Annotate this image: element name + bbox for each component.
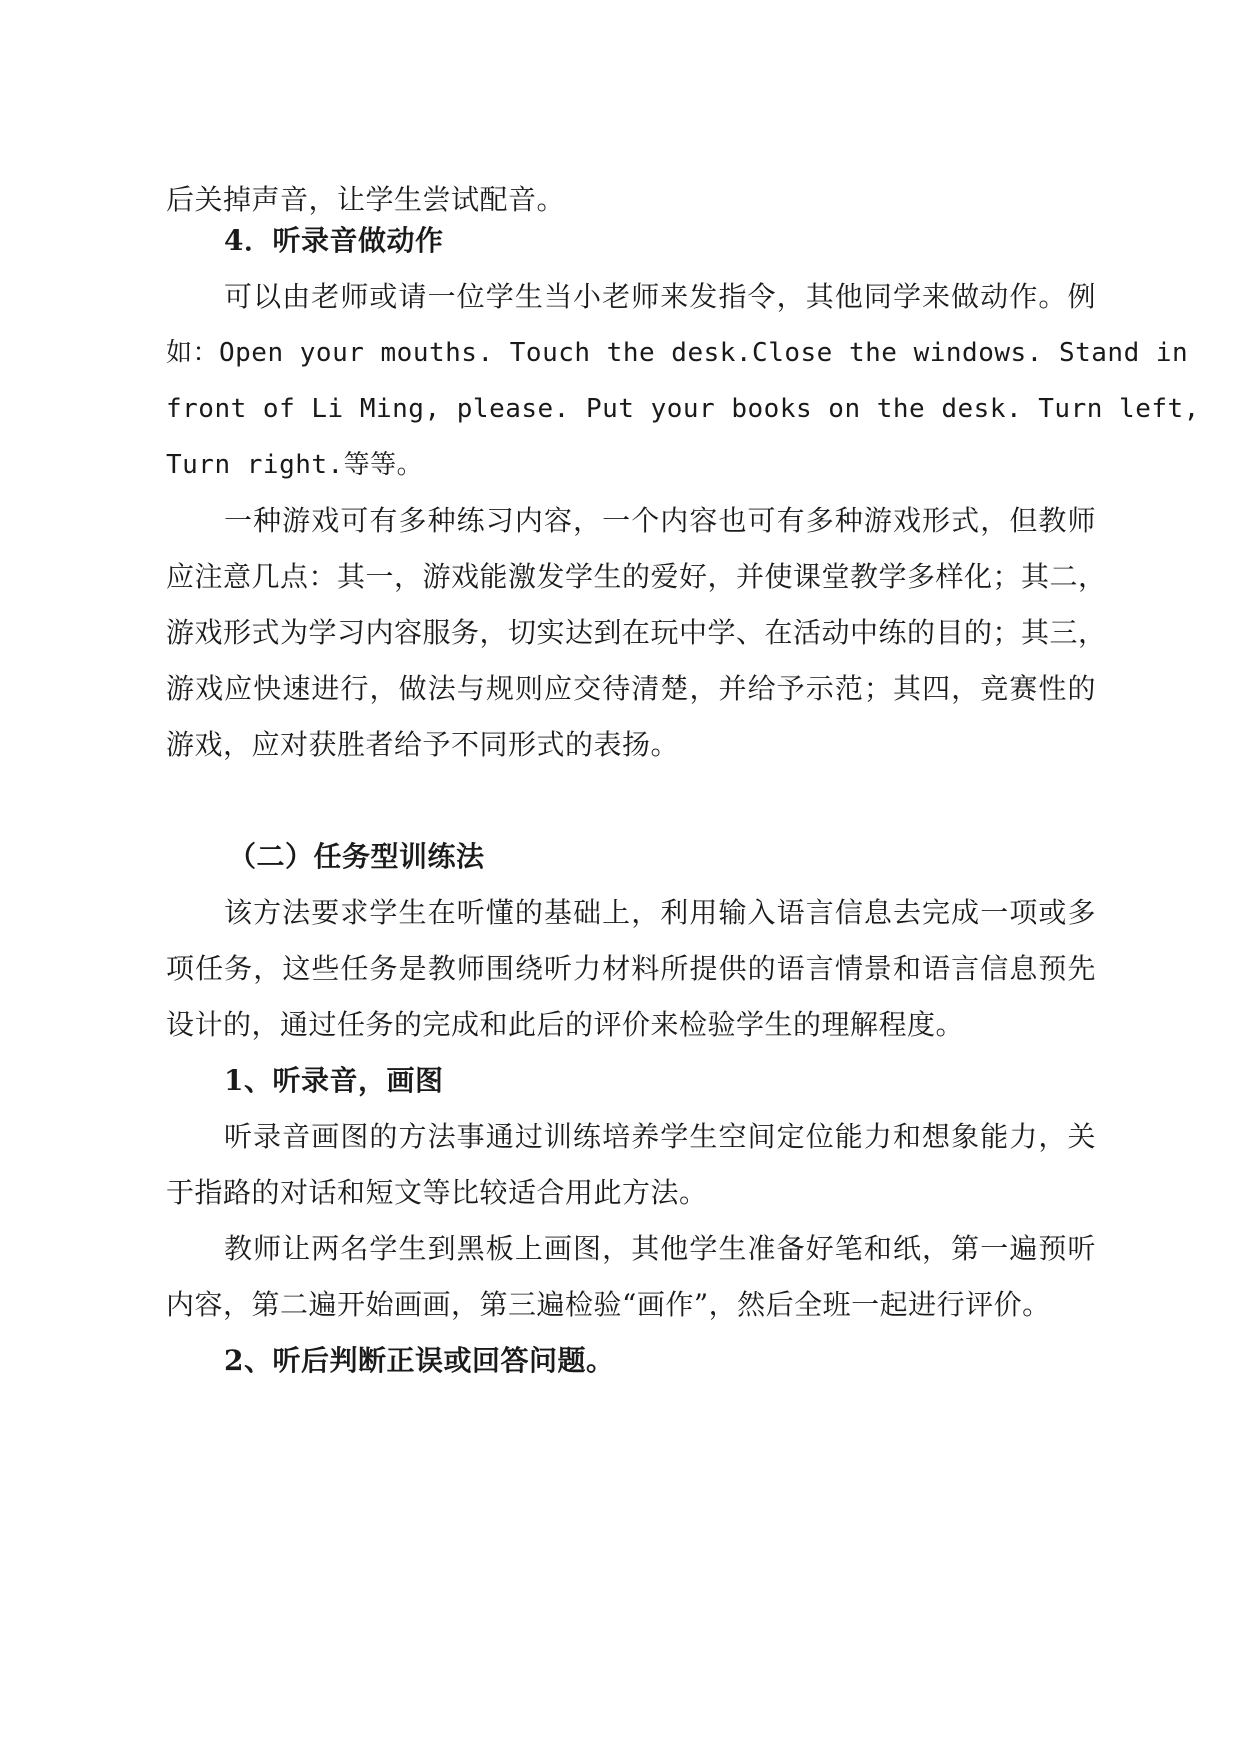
paragraph-line: front of Li Ming, please. Put your books on the desk. Turn left, (166, 394, 1200, 424)
paragraph-line: 游戏形式为学习内容服务，切实达到在玩中学、在活动中练的目的；其三， (166, 616, 1107, 649)
paragraph-line: 可以由老师或请一位学生当小老师来发指令，其他同学来做动作。例 (224, 280, 1096, 313)
paragraph-line: 游戏应快速进行，做法与规则应交待清楚，并给予示范；其四，竞赛性的 (166, 672, 1096, 705)
paragraph-line: 项任务，这些任务是教师围绕听力材料所提供的语言情景和语言信息预先 (166, 952, 1096, 985)
paragraph-line: 听录音画图的方法事通过训练培养学生空间定位能力和想象能力，关 (224, 1120, 1096, 1153)
paragraph-line: 后关掉声音，让学生尝试配音。 (166, 183, 566, 216)
paragraph-line: 教师让两名学生到黑板上画图，其他学生准备好笔和纸，第一遍预听 (224, 1232, 1096, 1265)
paragraph-line: Turn right.等等。 (166, 450, 424, 480)
paragraph-line: 设计的，通过任务的完成和此后的评价来检验学生的理解程度。 (166, 1008, 965, 1041)
section-heading-task: （二）任务型训练法 (228, 840, 485, 873)
paragraph-line: 一种游戏可有多种练习内容，一个内容也可有多种游戏形式，但教师 (224, 504, 1096, 537)
paragraph-line: 该方法要求学生在听懂的基础上，利用输入语言信息去完成一项或多 (224, 896, 1096, 929)
paragraph-line: 如：Open your mouths. Touch the desk.Close the windows. Stand in (166, 338, 1189, 368)
paragraph-line: 内容，第二遍开始画画，第三遍检验“画作”，然后全班一起进行评价。 (166, 1288, 1051, 1321)
section-heading-1: 1、听录音，画图 (224, 1064, 444, 1097)
section-heading-2: 2、听后判断正误或回答问题。 (224, 1344, 615, 1377)
paragraph-line: 游戏，应对获胜者给予不同形式的表扬。 (166, 728, 680, 761)
section-heading-4: 4．听录音做动作 (224, 224, 444, 257)
paragraph-line: 应注意几点：其一，游戏能激发学生的爱好，并使课堂教学多样化；其二， (166, 560, 1107, 593)
paragraph-line: 于指路的对话和短文等比较适合用此方法。 (166, 1176, 708, 1209)
